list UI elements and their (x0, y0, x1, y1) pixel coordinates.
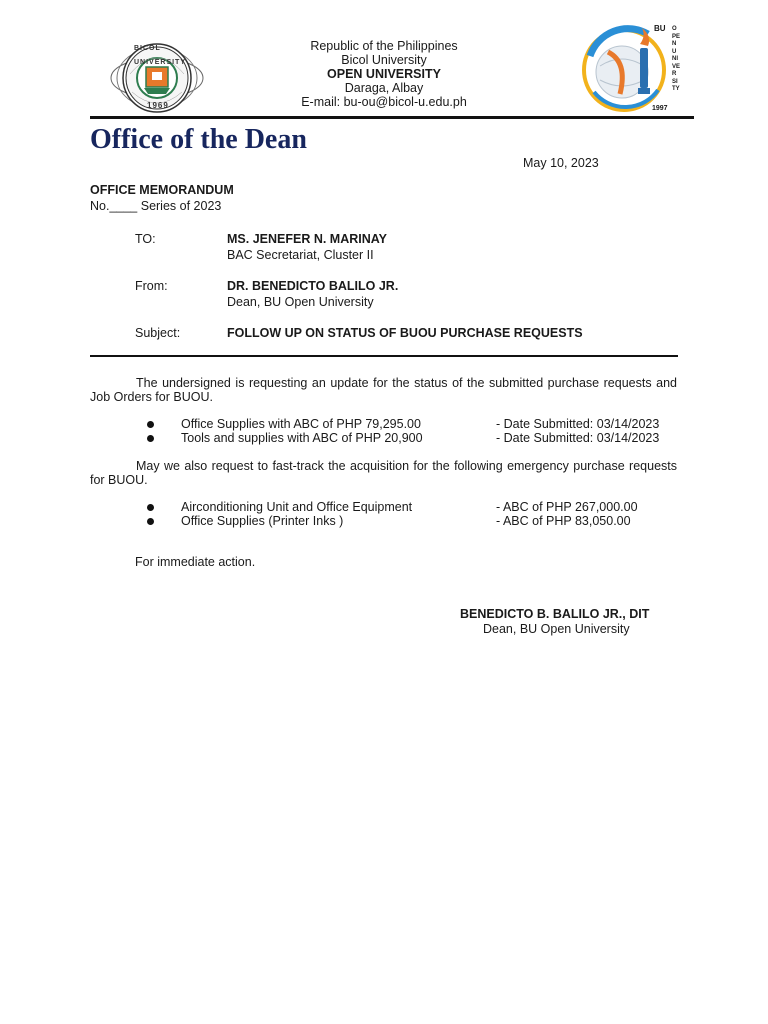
to-label: TO: (135, 232, 156, 246)
memo-number: No.____ Series of 2023 (90, 199, 222, 213)
from-name: DR. BENEDICTO BALILO JR. (227, 279, 399, 293)
subject-block (227, 326, 583, 340)
logo-vertical-text: OPEN UNIVERSITY (672, 26, 681, 92)
body-paragraph-2: May we also request to fast-track the acquisition for the following emergency purchase requests for BUOU. (90, 459, 677, 487)
bullet-icon (147, 504, 154, 511)
list-item-text: Airconditioning Unit and Office Equipment (181, 500, 413, 514)
bu-open-university-logo (578, 22, 682, 114)
seal-year: 1969 (147, 101, 169, 110)
logo-bu-text: BU (654, 24, 666, 33)
seal-text: BICOL UNIVERSITY (134, 45, 187, 66)
closing-line: For immediate action. (135, 555, 256, 569)
list-item-detail: - ABC of PHP 267,000.00 (496, 500, 638, 514)
letterhead-unit: OPEN UNIVERSITY (327, 67, 441, 81)
bicol-university-seal (110, 36, 204, 120)
subject-text: FOLLOW UP ON STATUS OF BUOU PURCHASE REQUESTS (227, 326, 583, 340)
list-item-detail: - Date Submitted: 03/14/2023 (496, 417, 660, 431)
logo-year: 1997 (652, 105, 668, 112)
page-title: Office of the Dean (90, 124, 307, 155)
list-item-text: Tools and supplies with ABC of PHP 20,900 (181, 431, 423, 445)
body-paragraph-1: The undersigned is requesting an update for the status of the submitted purchase requests and Job Orders for BUOU. (90, 376, 677, 404)
from-block (227, 279, 398, 309)
memo-heading: OFFICE MEMORANDUM (90, 183, 234, 197)
bullet-icon (147, 421, 154, 428)
subject-label: Subject: (135, 326, 181, 340)
memo-date: May 10, 2023 (523, 156, 599, 170)
letterhead-address: Daraga, Albay (344, 81, 424, 95)
bullet-icon (147, 518, 154, 525)
list-item-text: Office Supplies with ABC of PHP 79,295.00 (181, 417, 421, 431)
from-label: From: (135, 279, 168, 293)
list-item-detail: - ABC of PHP 83,050.00 (496, 514, 631, 528)
from-position: Dean, BU Open University (227, 295, 374, 309)
subject-rule (90, 355, 678, 357)
letterhead (234, 39, 534, 109)
signatory-title: Dean, BU Open University (483, 622, 630, 636)
header-rule (90, 116, 694, 119)
letterhead-email: E-mail: bu-ou@bicol-u.edu.ph (301, 95, 467, 109)
list-item-text: Office Supplies (Printer Inks ) (181, 514, 344, 528)
letterhead-university: Bicol University (341, 53, 427, 67)
signatory-name: BENEDICTO B. BALILO JR., DIT (460, 607, 650, 621)
to-block (227, 232, 387, 262)
to-name: MS. JENEFER N. MARINAY (227, 232, 387, 246)
bullet-icon (147, 435, 154, 442)
list-item-detail: - Date Submitted: 03/14/2023 (496, 431, 660, 445)
to-position: BAC Secretariat, Cluster II (227, 248, 374, 262)
letterhead-country: Republic of the Philippines (310, 39, 458, 53)
